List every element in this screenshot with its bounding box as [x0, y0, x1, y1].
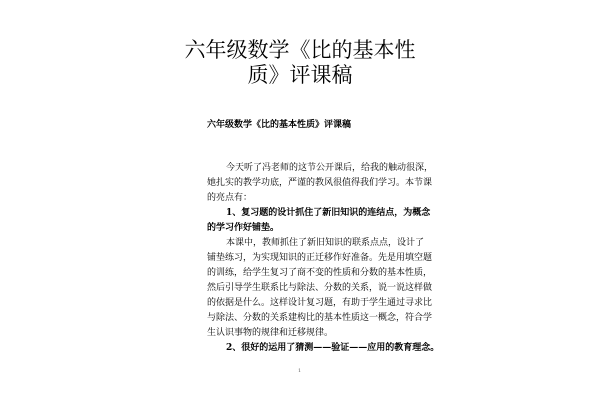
paragraph-line-4: 1、复习题的设计抓住了新旧知识的连结点，为概念 — [226, 208, 431, 218]
paragraph-line-13: 2、很好的运用了猜测——验证——应用的教育理念。 — [226, 343, 440, 353]
paragraph-line-8: 的训练，给学生复习了商不变的性质和分数的基本性质， — [207, 268, 433, 278]
paragraph-line-6: 本课中，教师抓住了新旧知识的联系点点，设计了 — [226, 238, 425, 248]
paragraph-line-3: 的亮点有： — [207, 193, 253, 203]
paragraph-line-5: 的学习作好铺垫。 — [207, 223, 280, 233]
document-title-line-1: 六年级数学《比的基本性 — [184, 38, 416, 62]
paragraph-line-9: 然后引导学生联系比与除法、分数的关系，说一说这样做 — [207, 283, 433, 293]
paragraph-line-7: 铺垫练习，为实现知识的正迁移作好准备。先是用填空题 — [207, 253, 433, 263]
paragraph-line-11: 与除法、分数的关系建构比的基本性质这一概念，符合学 — [207, 313, 433, 323]
page-number: 1 — [298, 368, 302, 374]
paragraph-line-10: 的依据是什么。这样设计复习题，有助于学生通过寻求比 — [207, 298, 433, 308]
document-title-line-2: 质》评课稿 — [247, 63, 353, 87]
document-subtitle: 六年级数学《比的基本性质》评课稿 — [207, 120, 352, 130]
paragraph-line-2: 她扎实的教学功底，严谨的教风很值得我们学习。本节课 — [207, 178, 433, 188]
paragraph-line-12: 生认识事物的规律和迁移规律。 — [207, 328, 334, 338]
paragraph-line-1: 今天听了冯老师的这节公开课后，给我的触动很深， — [226, 163, 434, 173]
